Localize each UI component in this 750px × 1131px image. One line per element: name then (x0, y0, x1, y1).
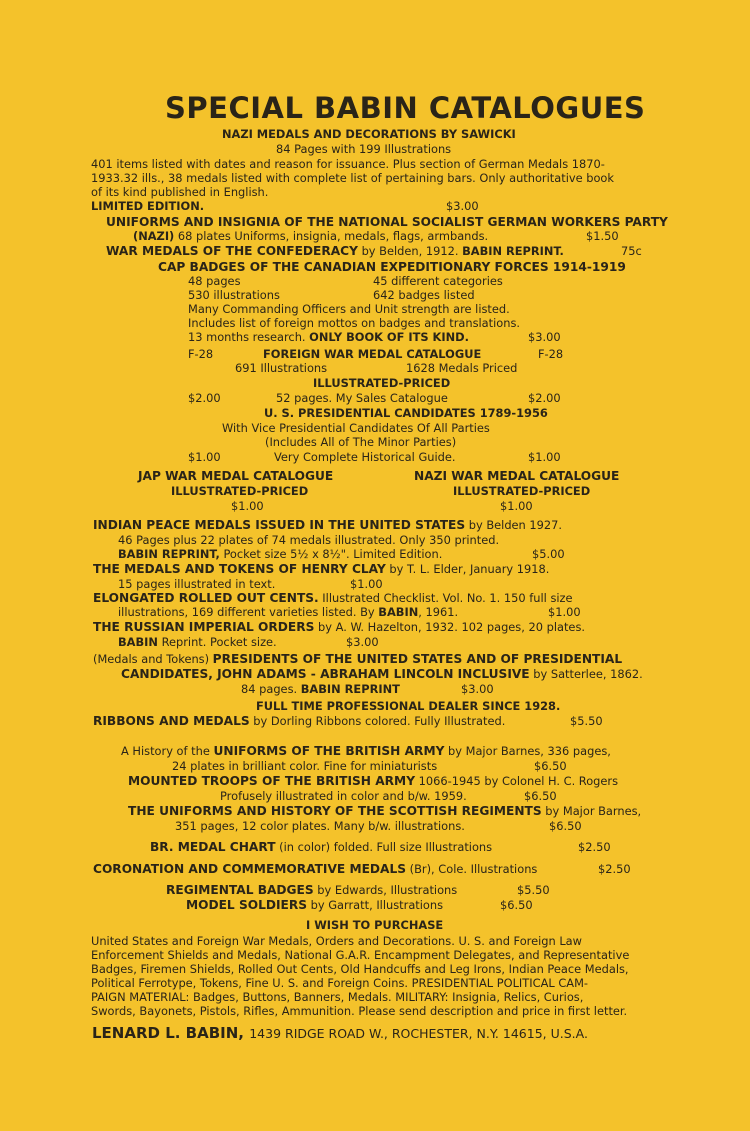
page-title: SPECIAL BABIN CATALOGUES (165, 91, 646, 125)
item-description: of its kind published in English. (91, 185, 269, 199)
item-heading: U. S. PRESIDENTIAL CANDIDATES 1789-1956 (264, 406, 548, 420)
item-heading: JAP WAR MEDAL CATALOGUE (138, 469, 334, 483)
item-heading: REGIMENTAL BADGES by Edwards, Illustrations (166, 883, 458, 897)
item-price: $3.00 (346, 635, 379, 649)
item-heading: CORONATION AND COMMEMORATIVE MEDALS (Br), Cole. Illustrations (93, 862, 538, 876)
item-detail: 24 plates in brilliant color. Fine for miniaturists (172, 759, 438, 773)
item-detail: 691 Illustrations (235, 361, 328, 375)
item-detail: illustrations, 169 different varieties listed. By BABIN, 1961. (118, 605, 459, 619)
item-description: 13 months research. ONLY BOOK OF ITS KIND. (188, 330, 469, 344)
item-detail: 52 pages. My Sales Catalogue (276, 391, 448, 405)
item-heading: UNIFORMS AND INSIGNIA OF THE NATIONAL SOCIALIST GERMAN WORKERS PARTY (106, 215, 668, 229)
item-heading: A History of the UNIFORMS OF THE BRITISH ARMY by Major Barnes, 336 pages, (121, 744, 611, 758)
item-detail: 1628 Medals Priced (406, 361, 518, 375)
item-price: $3.00 (461, 682, 494, 696)
purchase-text: Enforcement Shields and Medals, National G.A.R. Encampment Delegates, and Representative (91, 948, 630, 962)
item-detail: 84 Pages with 199 Illustrations (276, 142, 452, 156)
purchase-text: United States and Foreign War Medals, Orders and Decorations. U. S. and Foreign Law (91, 934, 582, 948)
item-detail: 48 pages (188, 274, 241, 288)
purchase-heading: I WISH TO PURCHASE (306, 918, 444, 932)
item-price: $1.00 (231, 499, 264, 513)
item-price: 75c (621, 244, 642, 258)
item-price: $2.00 (188, 391, 221, 405)
item-price: $1.00 (350, 577, 383, 591)
catalogue-code: F-28 (538, 347, 564, 361)
item-detail: Profusely illustrated in color and b/w. 1959. (220, 789, 467, 803)
item-heading: (Medals and Tokens) PRESIDENTS OF THE UNITED STATES AND OF PRESIDENTIAL (93, 652, 623, 666)
item-subheading: ILLUSTRATED-PRICED (171, 484, 309, 498)
purchase-text: Badges, Firemen Shields, Rolled Out Cents, Old Handcuffs and Leg Irons, Indian Peace Medals, (91, 962, 629, 976)
item-heading: NAZI WAR MEDAL CATALOGUE (414, 469, 620, 483)
item-heading: FOREIGN WAR MEDAL CATALOGUE (263, 347, 482, 361)
item-price: $3.00 (446, 199, 479, 213)
item-price: $1.00 (528, 450, 561, 464)
item-heading: THE UNIFORMS AND HISTORY OF THE SCOTTISH REGIMENTS by Major Barnes, (128, 804, 642, 818)
item-heading: WAR MEDALS OF THE CONFEDERACY by Belden, 1912. BABIN REPRINT. (106, 244, 564, 258)
item-heading: BR. MEDAL CHART (in color) folded. Full size Illustrations (150, 840, 493, 854)
item-heading: ELONGATED ROLLED OUT CENTS. Illustrated Checklist. Vol. No. 1. 150 full size (93, 591, 573, 605)
item-price: $2.00 (528, 391, 561, 405)
item-heading: CANDIDATES, JOHN ADAMS - ABRAHAM LINCOLN INCLUSIVE by Satterlee, 1862. (121, 667, 643, 681)
item-detail: BABIN REPRINT, Pocket size 5½ x 8½". Limited Edition. (118, 547, 443, 561)
item-heading: INDIAN PEACE MEDALS ISSUED IN THE UNITED STATES by Belden 1927. (93, 518, 563, 532)
item-description: Many Commanding Officers and Unit strength are listed. (188, 302, 510, 316)
dealer-note: FULL TIME PROFESSIONAL DEALER SINCE 1928. (256, 699, 561, 713)
item-heading: MOUNTED TROOPS OF THE BRITISH ARMY 1066-1945 by Colonel H. C. Rogers (128, 774, 619, 788)
item-detail: BABIN Reprint. Pocket size. (118, 635, 277, 649)
item-heading: CAP BADGES OF THE CANADIAN EXPEDITIONARY FORCES 1914-1919 (158, 260, 626, 274)
item-detail: 351 pages, 12 color plates. Many b/w. illustrations. (175, 819, 465, 833)
item-price: $5.50 (570, 714, 603, 728)
item-detail: (Includes All of The Minor Parties) (265, 435, 457, 449)
item-detail: (NAZI) 68 plates Uniforms, insignia, medals, flags, armbands. (133, 229, 489, 243)
item-price: $6.50 (534, 759, 567, 773)
item-heading: THE RUSSIAN IMPERIAL ORDERS by A. W. Hazelton, 1932. 102 pages, 20 plates. (93, 620, 585, 634)
item-price: $1.00 (548, 605, 581, 619)
item-detail: 15 pages illustrated in text. (118, 577, 276, 591)
purchase-text: Political Ferrotype, Tokens, Fine U. S. and Foreign Coins. PRESIDENTIAL POLITICAL CAM- (91, 976, 589, 990)
item-price: $5.00 (532, 547, 565, 561)
item-description: Includes list of foreign mottos on badges and translations. (188, 316, 521, 330)
publisher-address: LENARD L. BABIN, 1439 RIDGE ROAD W., ROCHESTER, N.Y. 14615, U.S.A. (92, 1024, 588, 1042)
item-price: $1.50 (586, 229, 619, 243)
item-detail: Very Complete Historical Guide. (274, 450, 456, 464)
item-price: $1.00 (188, 450, 221, 464)
item-price: $6.50 (549, 819, 582, 833)
item-heading: THE MEDALS AND TOKENS OF HENRY CLAY by T. L. Elder, January 1918. (93, 562, 550, 576)
item-price: $2.50 (598, 862, 631, 876)
item-price: $2.50 (578, 840, 611, 854)
item-heading: NAZI MEDALS AND DECORATIONS BY SAWICKI (222, 127, 516, 141)
item-heading: MODEL SOLDIERS by Garratt, Illustrations (186, 898, 444, 912)
purchase-text: Swords, Bayonets, Pistols, Rifles, Ammunition. Please send description and price in first letter. (91, 1004, 628, 1018)
item-detail: 84 pages. BABIN REPRINT (241, 682, 400, 696)
item-detail: With Vice Presidential Candidates Of All Parties (222, 421, 490, 435)
item-description: 1933.32 ills., 38 medals listed with complete list of pertaining bars. Only authoritative book (91, 171, 614, 185)
item-price: $6.50 (500, 898, 533, 912)
item-detail: 45 different categories (373, 274, 503, 288)
item-price: $1.00 (500, 499, 533, 513)
item-detail: 530 illustrations (188, 288, 280, 302)
item-detail: 642 badges listed (373, 288, 475, 302)
purchase-text: PAIGN MATERIAL: Badges, Buttons, Banners, Medals. MILITARY: Insignia, Relics, Curios, (91, 990, 584, 1004)
item-description: LIMITED EDITION. (91, 199, 205, 213)
catalogue-code: F-28 (188, 347, 214, 361)
item-subheading: ILLUSTRATED-PRICED (313, 376, 451, 390)
item-description: 401 items listed with dates and reason for issuance. Plus section of German Medals 1870- (91, 157, 605, 171)
item-subheading: ILLUSTRATED-PRICED (453, 484, 591, 498)
item-heading: RIBBONS AND MEDALS by Dorling Ribbons colored. Fully Illustrated. (93, 714, 506, 728)
item-detail: 46 Pages plus 22 plates of 74 medals illustrated. Only 350 printed. (118, 533, 500, 547)
item-price: $6.50 (524, 789, 557, 803)
item-price: $3.00 (528, 330, 561, 344)
item-price: $5.50 (517, 883, 550, 897)
